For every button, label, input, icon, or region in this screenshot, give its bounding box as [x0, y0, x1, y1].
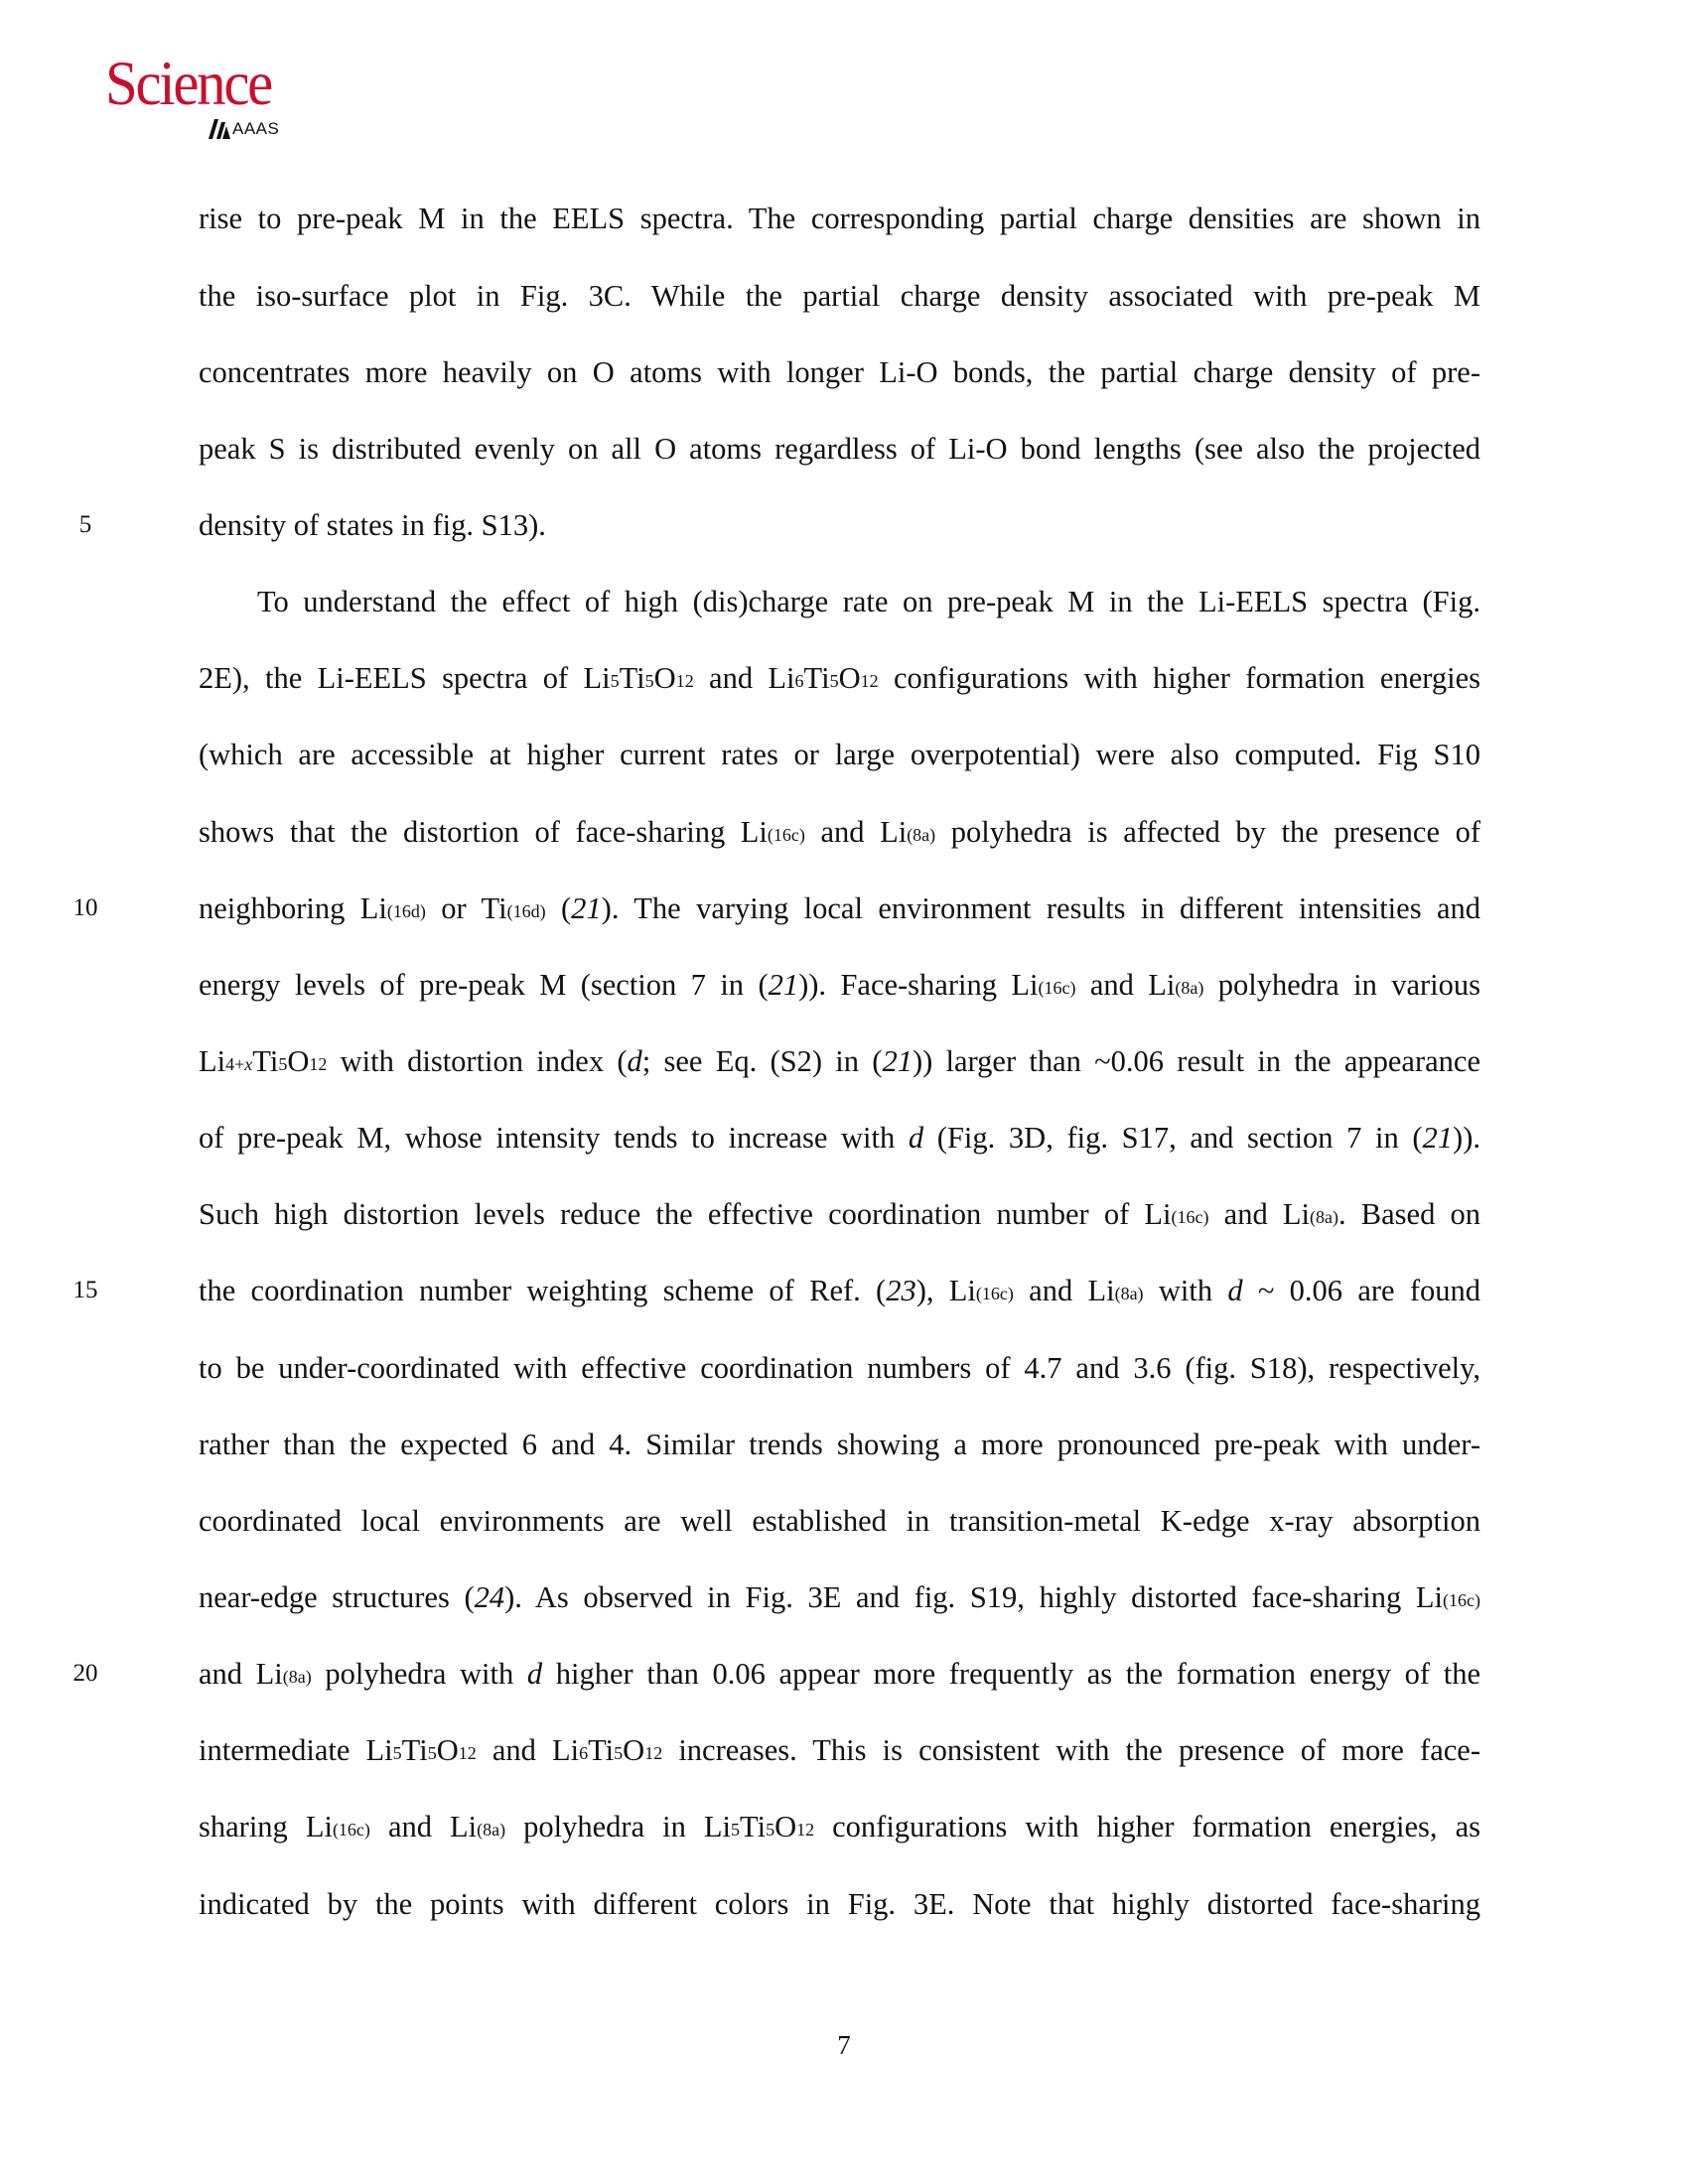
subscript-text: (8a) — [282, 1667, 312, 1687]
subscript-text: (8a) — [1310, 1207, 1338, 1227]
subscript-text: (8a) — [1114, 1284, 1144, 1303]
italic-text: 21 — [882, 1044, 913, 1078]
text-line: Such high distortion levels reduce the effective coordination number of Li(16c) and Li(8a). Based on — [199, 1197, 1480, 1231]
text-line: and Li(8a) polyhedra with d higher than 0.06 appear more frequently as the formation energy of the — [199, 1657, 1480, 1691]
text-line: neighboring Li(16d) or Ti(16d) (21). The varying local environment results in different intensities and — [199, 891, 1480, 925]
text-line: indicated by the points with different colors in Fig. 3E. Note that highly distorted face-sharing — [199, 1887, 1480, 1921]
subscript-text: 5 — [392, 1743, 402, 1763]
subscript-text: 5 — [829, 671, 839, 691]
italic-text: 21 — [768, 968, 799, 1002]
text-line: rise to pre-peak M in the EELS spectra. The corresponding partial charge densities are shown in — [199, 202, 1480, 235]
text-line: shows that the distortion of face-sharing Li(16c) and Li(8a) polyhedra is affected by the presence of — [199, 815, 1480, 849]
subscript-text: 5 — [766, 1820, 775, 1840]
science-logo — [105, 48, 294, 147]
text-line: intermediate Li5Ti5O12 and Li6Ti5O12 increases. This is consistent with the presence of more face- — [199, 1733, 1480, 1767]
text-line: 2E), the Li-EELS spectra of Li5Ti5O12 and Li6Ti5O12 configurations with higher formation energies — [199, 661, 1480, 695]
line-number: 20 — [72, 1660, 98, 1687]
text-line: energy levels of pre-peak M (section 7 in (21)). Face-sharing Li(16c) and Li(8a) polyhedra in various — [199, 968, 1481, 1002]
subscript-text: x — [244, 1054, 253, 1074]
text-line: the iso-surface plot in Fig. 3C. While the partial charge density associated with pre-peak M — [199, 279, 1480, 313]
italic-text: d — [627, 1044, 642, 1078]
subscript-text: 12 — [860, 671, 879, 691]
subscript-text: 5 — [278, 1054, 288, 1074]
subscript-text: (16c) — [1038, 978, 1076, 998]
text-line: to be under-coordinated with effective coordination numbers of 4.7 and 3.6 (fig. S18), respectively, — [199, 1351, 1480, 1385]
page-number: 7 — [837, 2030, 851, 2060]
subscript-text: 12 — [675, 671, 694, 691]
subscript-text: (8a) — [1175, 978, 1204, 998]
subscript-text: 12 — [309, 1054, 328, 1074]
italic-text: d — [526, 1657, 543, 1691]
text-line: near-edge structures (24). As observed in Fig. 3E and fig. S19, highly distorted face-sharing Li(16c) — [199, 1580, 1480, 1614]
subscript-text: 6 — [579, 1743, 589, 1763]
subscript-text: (8a) — [907, 825, 936, 845]
subscript-text: (16c) — [332, 1820, 370, 1840]
subscript-text: 12 — [796, 1820, 815, 1840]
subscript-text: 12 — [644, 1743, 663, 1763]
subscript-text: 5 — [614, 1743, 624, 1763]
text-line: concentrates more heavily on O atoms with longer Li-O bonds, the partial charge density of pre- — [199, 355, 1480, 389]
italic-text: 21 — [571, 891, 602, 925]
aaas-mark-icon — [209, 119, 230, 139]
subscript-text: (16d) — [386, 901, 426, 921]
subscript-text: (16d) — [506, 901, 546, 921]
text-line: Li4+xTi5O12 with distortion index (d; see Eq. (S2) in (21)) larger than ~0.06 result in the appearance — [199, 1044, 1480, 1078]
text-line: To understand the effect of high (dis)charge rate on pre-peak M in the Li-EELS spectra (Fig. — [257, 585, 1480, 618]
aaas-text: AAAS — [232, 119, 280, 138]
subscript-text: (8a) — [477, 1820, 506, 1840]
text-line: density of states in fig. S13). — [199, 508, 546, 542]
subscript-text: 5 — [610, 671, 620, 691]
text-line: (which are accessible at higher current rates or large overpotential) were also computed. Fig S10 — [199, 738, 1480, 771]
text-line: rather than the expected 6 and 4. Similar trends showing a more pronounced pre-peak with under- — [199, 1428, 1480, 1461]
subscript-text: (16c) — [975, 1284, 1014, 1303]
logo-wordmark: Science — [105, 48, 271, 118]
subscript-text: (16c) — [1443, 1590, 1480, 1610]
italic-text: d — [1227, 1274, 1243, 1307]
line-number: 10 — [72, 894, 98, 921]
text-line: of pre-peak M, whose intensity tends to increase with d (Fig. 3D, fig. S17, and section 7 in (21)). — [199, 1121, 1480, 1155]
text-line: peak S is distributed evenly on all O atoms regardless of Li-O bond lengths (see also the projected — [199, 432, 1480, 466]
subscript-text: 12 — [458, 1743, 477, 1763]
subscript-text: 5 — [731, 1820, 741, 1840]
text-line: the coordination number weighting scheme of Ref. (23), Li(16c) and Li(8a) with d ~ 0.06 are found — [199, 1274, 1480, 1307]
italic-text: 21 — [1422, 1121, 1454, 1155]
subscript-text: 5 — [427, 1743, 437, 1763]
line-number: 5 — [78, 511, 92, 538]
subscript-text: 6 — [794, 671, 804, 691]
text-line: sharing Li(16c) and Li(8a) polyhedra in Li5Ti5O12 configurations with higher formation energies, as — [199, 1810, 1480, 1843]
subscript-text: 5 — [644, 671, 654, 691]
subscript-text: (16c) — [1171, 1207, 1209, 1227]
text-line: coordinated local environments are well established in transition-metal K-edge x-ray absorption — [199, 1504, 1480, 1538]
subscript-text: (16c) — [767, 825, 805, 845]
italic-text: 23 — [886, 1274, 916, 1307]
italic-text: d — [908, 1121, 924, 1155]
italic-text: 24 — [474, 1580, 505, 1614]
subscript-text: 4+ — [225, 1054, 245, 1074]
line-number: 15 — [72, 1277, 98, 1303]
logo-subtitle — [209, 117, 279, 141]
